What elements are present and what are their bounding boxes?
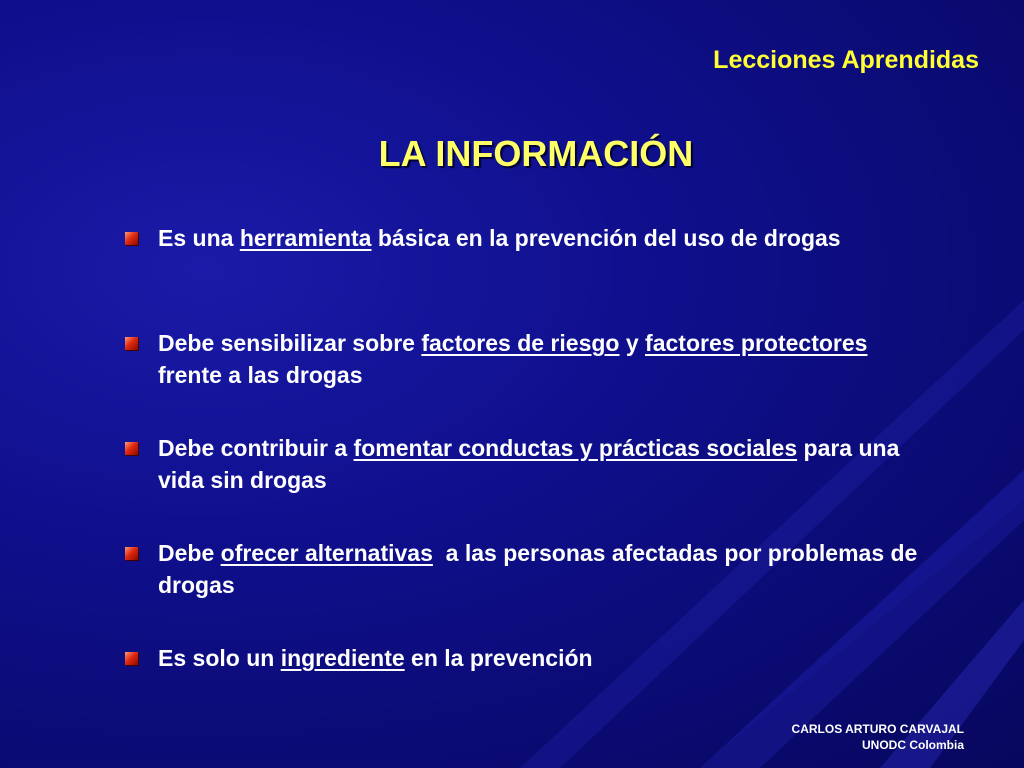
slide-title: LA INFORMACIÓN [378,133,694,174]
bullet-text: Es solo un ingrediente en la prevención [158,645,593,671]
section-title: Lecciones Aprendidas [713,46,979,74]
underlined-term: factores de riesgo [421,330,620,356]
bullet-text: Debe sensibilizar sobre factores de riesgo y factores protectores frente a las drogas [158,330,868,388]
square-bullet-icon [125,337,138,350]
square-bullet-icon [125,232,138,245]
bullet-item-4 [125,537,925,601]
footer-org: UNODC Colombia [862,738,964,752]
square-bullet-icon [125,442,138,455]
bullet-item-2 [125,327,925,391]
footer-author: CARLOS ARTURO CARVAJAL [791,722,964,736]
footer-credit [792,721,964,753]
bullet-text: Es una herramienta básica en la prevención del uso de drogas [158,225,841,251]
bullet-text: Debe contribuir a fomentar conductas y prácticas sociales para una vida sin drogas [158,435,900,493]
underlined-term: ofrecer alternativas [220,540,433,566]
square-bullet-icon [125,547,138,560]
bullet-text: Debe ofrecer alternativas a las personas afectadas por problemas de drogas [158,540,924,598]
underlined-term: factores protectores [645,330,868,356]
square-bullet-icon [125,652,138,665]
bullet-item-1 [125,222,925,254]
underlined-term: ingrediente [280,645,405,671]
underlined-term: herramienta [239,225,372,251]
bullet-item-5 [125,642,925,674]
bullet-item-3 [125,432,925,496]
underlined-term: fomentar conductas y prácticas sociales [353,435,798,461]
